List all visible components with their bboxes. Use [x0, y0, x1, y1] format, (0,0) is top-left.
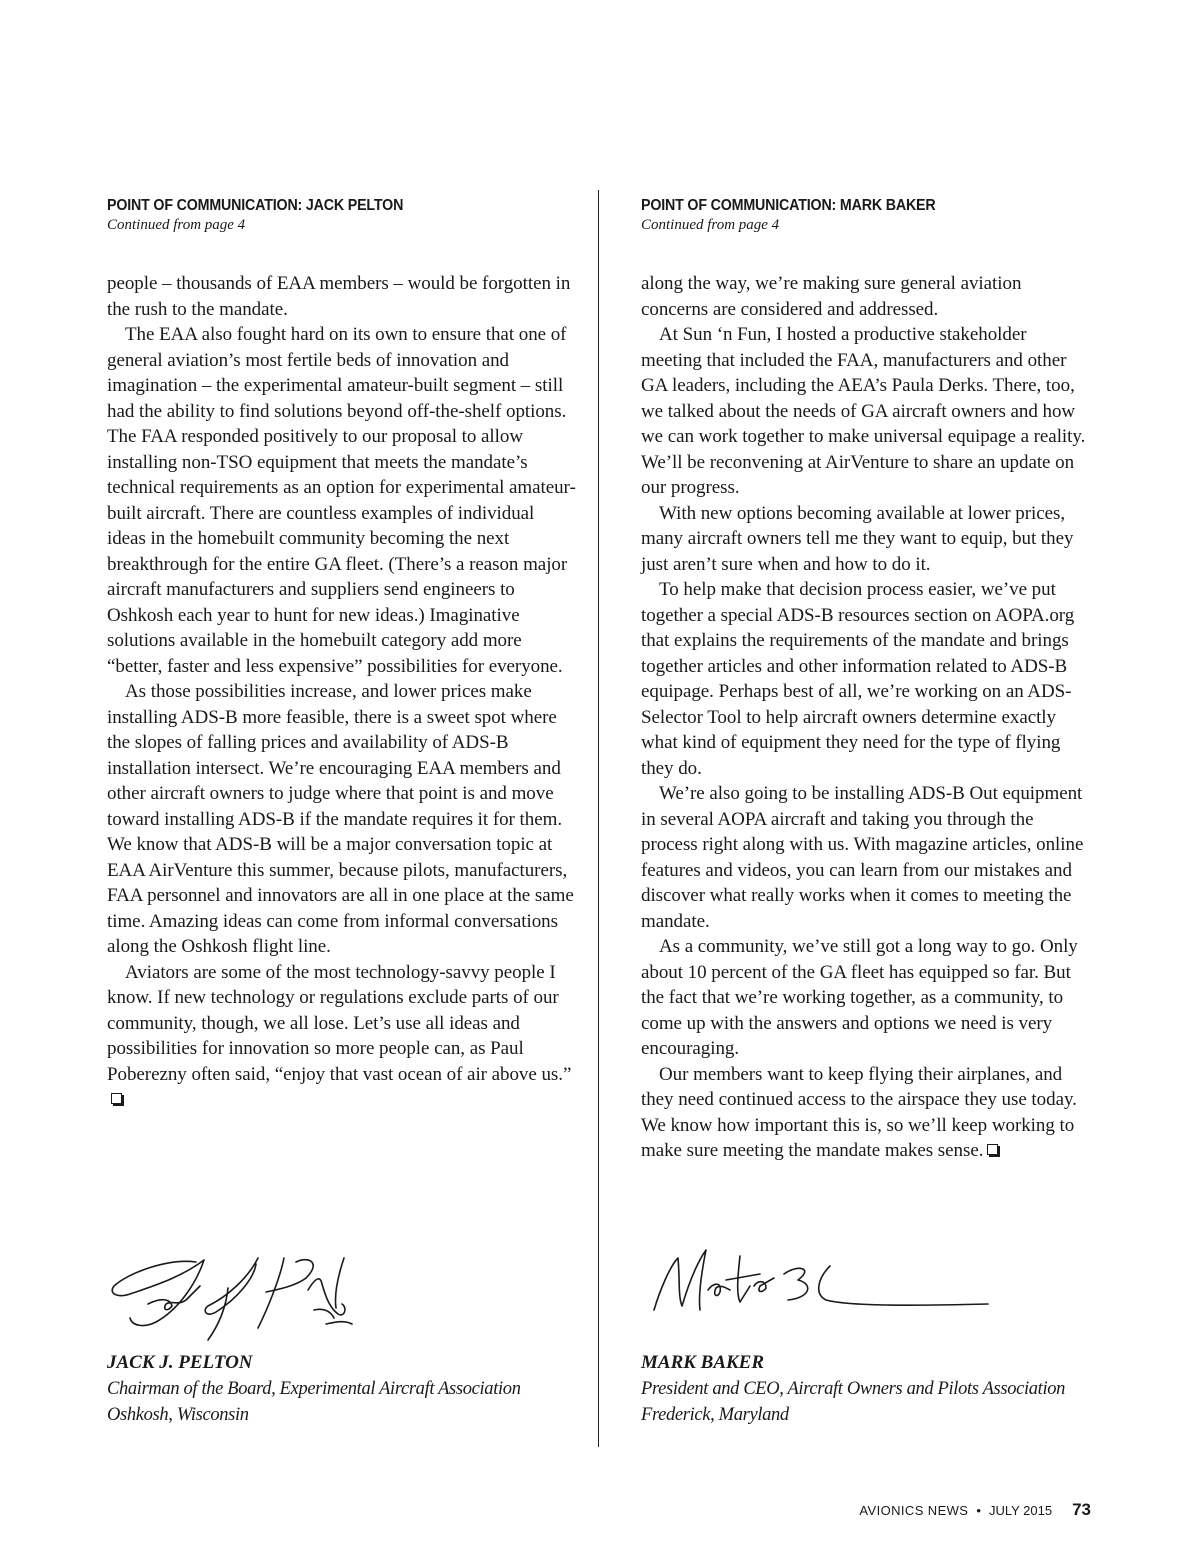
right-signer-title: President and CEO, Aircraft Owners and Pilots Association — [641, 1379, 1066, 1399]
left-column-body — [107, 271, 577, 1113]
pelton-signature — [108, 1248, 368, 1348]
left-paragraph-last — [107, 960, 577, 1113]
left-signer-location: Oshkosh, Wisconsin — [107, 1405, 249, 1425]
right-signer-location: Frederick, Maryland — [641, 1405, 789, 1425]
right-column — [641, 196, 1091, 1164]
right-paragraph-text: Our members want to keep flying their airplanes, and they need continued access to the airspace they use today. We know how important this is, so we’ll keep working to make sure meeting the mandate makes sense. — [641, 1063, 1077, 1161]
page-number: 73 — [1072, 1500, 1091, 1519]
publication-name: AVIONICS NEWS — [859, 1503, 969, 1518]
left-paragraph: The EAA also fought hard on its own to ensure that one of general aviation’s most fertile beds of innovation and imagination – the experimental amateur-built segment – still had the ability to find solutions beyond off-the-shelf options. The FAA responded positively to our proposal to allow installing non-TSO equipment that meets the mandate’s technical requirements as an option for experimental amateur-built aircraft. There are countless examples of individual ideas in the homebuilt community becoming the next breakthrough for the entire GA fleet. (There’s a reason major aircraft manufacturers and suppliers send engineers to Oshkosh each year to hunt for new ideas.) Imaginative solutions available in the homebuilt category add more “better, faster and less expensive” possibilities for everyone. — [107, 324, 576, 677]
right-paragraph-last — [641, 1062, 1091, 1164]
baker-signature — [648, 1240, 993, 1320]
end-of-article-box-icon — [111, 1093, 122, 1104]
right-paragraph: along the way, we’re making sure general aviation concerns are considered and addressed. — [641, 273, 1022, 320]
right-column-heading: POINT OF COMMUNICATION: MARK BAKER — [641, 197, 936, 214]
right-paragraph: As a community, we’ve still got a long way to go. Only about 10 percent of the GA fleet has equipped so far. But the fact that we’re working together, as a community, to come up with the answers and options we need is very encouraging. — [641, 936, 1078, 1059]
left-paragraph: As those possibilities increase, and lower prices make installing ADS-B more feasible, there is a sweet spot where the slopes of falling prices and availability of ADS-B installation intersect. We’re encouraging EAA members and other aircraft owners to judge where that point is and move toward installing ADS-B if the mandate requires it for them. We know that ADS-B will be a major conversation topic at EAA AirVenture this summer, because pilots, manufacturers, FAA personnel and innovators are all in one place at the same time. Amazing ideas can come from informal conversations along the Oshkosh flight line. — [107, 681, 574, 957]
right-paragraph: With new options becoming available at lower prices, many aircraft owners tell me they want to equip, but they just aren’t sure when and how to do it. — [641, 502, 1074, 575]
column-divider — [598, 190, 599, 1447]
right-continued-note: Continued from page 4 — [641, 217, 780, 233]
left-continued-note: Continued from page 4 — [107, 217, 246, 233]
issue-date: JULY 2015 — [988, 1503, 1053, 1518]
right-paragraph: At Sun ‘n Fun, I hosted a productive stakeholder meeting that included the FAA, manufacturers and other GA leaders, including the AEA’s Paula Derks. There, too, we talked about the needs of GA aircraft owners and how we can work together to make universal equipage a reality. We’ll be reconvening at AirVenture to share an update on our progress. — [641, 324, 1086, 498]
right-paragraph: We’re also going to be installing ADS-B Out equipment in several AOPA aircraft and taking you through the process right along with us. With magazine articles, online features and videos, you can learn from our mistakes and discover what really works when it comes to meeting the mandate. — [641, 783, 1084, 932]
left-column — [107, 196, 577, 1113]
right-paragraph: To help make that decision process easier, we’ve put together a special ADS-B resources section on AOPA.org that explains the requirements of the mandate and brings together articles and other information related to ADS-B equipage. Perhaps best of all, we’re working on an ADS-Selector Tool to help aircraft owners determine exactly what kind of equipment they need for the type of flying they do. — [641, 579, 1075, 779]
left-signer-title: Chairman of the Board, Experimental Aircraft Association — [107, 1379, 521, 1399]
right-signer-name: MARK BAKER — [641, 1352, 765, 1373]
page-footer — [859, 1500, 1091, 1520]
left-signer-name: JACK J. PELTON — [107, 1352, 253, 1373]
footer-separator: • — [976, 1503, 981, 1518]
left-paragraph-text: Aviators are some of the most technology-savvy people I know. If new technology or regulations exclude parts of our community, though, we all lose. Let’s use all ideas and possibilities for innovation so more people can, as Paul Poberezny often said, “enjoy that vast ocean of air above us.” — [107, 961, 572, 1085]
right-column-body — [641, 271, 1091, 1164]
left-column-heading: POINT OF COMMUNICATION: JACK PELTON — [107, 197, 404, 214]
left-paragraph: people – thousands of EAA members – would be forgotten in the rush to the mandate. — [107, 273, 571, 320]
end-of-article-box-icon — [987, 1144, 998, 1155]
